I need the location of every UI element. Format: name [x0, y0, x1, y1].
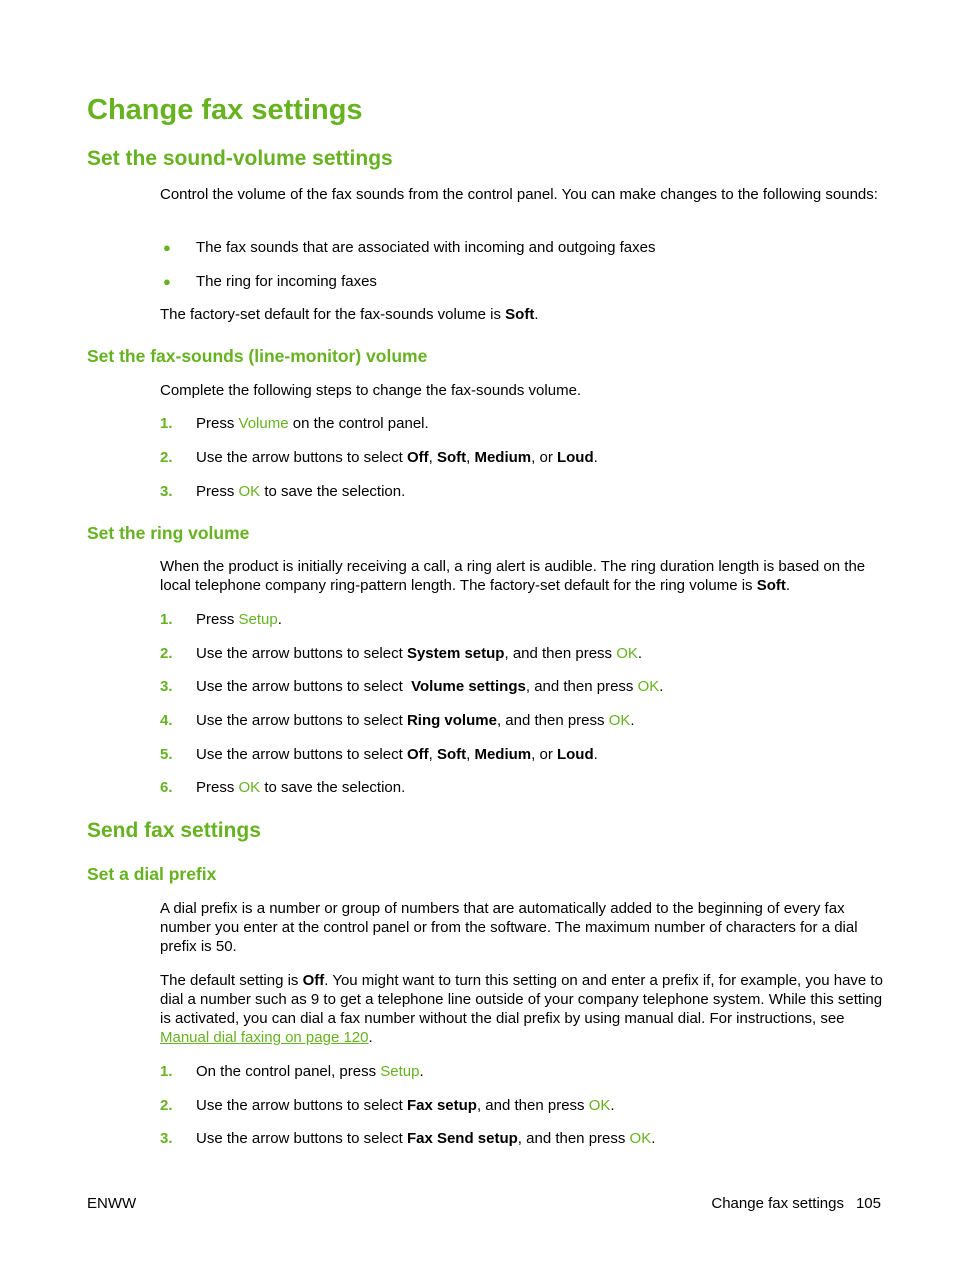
step-number: 5. — [160, 746, 173, 763]
step-text — [196, 1129, 655, 1148]
footer-title: Change fax settings — [711, 1195, 844, 1212]
step-text-part: to save the selection. — [260, 483, 406, 500]
bullet-icon: ● — [163, 240, 171, 255]
subheading-dial-prefix: Set a dial prefix — [87, 864, 217, 884]
menu-option: System setup — [406, 645, 505, 662]
subheading-ring-volume: Set the ring volume — [87, 523, 250, 543]
dial-prefix-para1: A dial prefix is a number or group of numbers that are automatically added to the beginning of every fax number you enter at the control panel or from the software. The maximum number of characters for a dial prefix is 50. — [160, 900, 858, 955]
step-text-part: Use the arrow buttons to select — [196, 1097, 407, 1114]
control-key-ok: OK — [616, 645, 638, 662]
intro-end: . — [785, 577, 791, 594]
menu-option: Fax Send setup — [406, 1130, 518, 1147]
control-key-ok: OK — [629, 1130, 652, 1147]
step-text-part: Use the arrow buttons to select — [196, 1130, 407, 1147]
step-text — [196, 644, 642, 663]
option-loud: Loud — [556, 746, 594, 763]
step-text-part: , and then press — [504, 645, 617, 662]
fax-sounds-intro: Complete the following steps to change the fax-sounds volume. — [160, 382, 582, 399]
step-text — [196, 448, 598, 467]
para-text: The default setting is — [160, 972, 303, 989]
step-end: . — [659, 678, 664, 695]
step-number: 2. — [160, 449, 173, 466]
step-text-part: Use the arrow buttons to select — [196, 449, 407, 466]
step-text-part: on the control panel. — [288, 415, 429, 432]
step-end: . — [593, 746, 598, 763]
note-text: The factory-set default for the fax-sounds volume is — [160, 306, 506, 323]
ring-volume-intro — [160, 557, 884, 595]
step-number: 1. — [160, 611, 173, 628]
bullet-icon: ● — [163, 274, 171, 289]
step-text-part: Use the arrow buttons to select — [196, 746, 407, 763]
option-off: Off — [406, 449, 429, 466]
step-end: . — [419, 1063, 424, 1080]
step-number: 3. — [160, 678, 173, 695]
subheading-fax-sounds-volume: Set the fax-sounds (line-monitor) volume — [87, 346, 428, 366]
step-end: . — [651, 1130, 656, 1147]
list-item-text: The fax sounds that are associated with incoming and outgoing faxes — [196, 239, 656, 256]
separator: , — [466, 746, 475, 763]
step-text-part: , and then press — [525, 678, 638, 695]
dial-prefix-para2 — [160, 971, 884, 1047]
step-text — [196, 610, 282, 629]
step-text — [196, 1062, 424, 1081]
step-text-part: Use the arrow buttons to select — [196, 712, 407, 729]
option-off: Off — [406, 746, 429, 763]
step-text — [196, 677, 663, 696]
separator: , — [428, 746, 437, 763]
step-text — [196, 745, 598, 764]
step-text-part: Press — [196, 483, 239, 500]
step-text-part: , and then press — [496, 712, 609, 729]
step-number: 4. — [160, 712, 173, 729]
control-key-ok: OK — [637, 678, 660, 695]
step-text-part: , and then press — [476, 1097, 589, 1114]
option-medium: Medium — [474, 449, 532, 466]
step-number: 1. — [160, 415, 173, 432]
section-heading-sound-volume: Set the sound-volume settings — [87, 147, 393, 170]
default-value: Soft — [756, 577, 786, 594]
control-key-ok: OK — [608, 712, 631, 729]
step-text-part: Press — [196, 779, 239, 796]
control-key-ok: OK — [238, 779, 261, 796]
para-text: . You might want to turn this setting on and enter a prefix if, for example, you have to dial a number such as 9 to get a telephone line outside of your company telephone system. While this setting is activated, you can dial a fax number without the dial prefix by using manual dial. For instructions, see — [160, 972, 883, 1027]
step-end: . — [593, 449, 598, 466]
page-title: Change fax settings — [87, 94, 363, 126]
step-text-part: , and then press — [517, 1130, 630, 1147]
intro-text: When the product is initially receiving a call, a ring alert is audible. The ring duration length is based on the local telephone company ring-pattern length. The factory-set default for the ring volume is — [160, 558, 866, 594]
note-end: . — [534, 306, 539, 323]
step-end: . — [610, 1097, 615, 1114]
section-heading-send-fax: Send fax settings — [87, 819, 261, 842]
option-loud: Loud — [556, 449, 594, 466]
step-end: . — [277, 611, 282, 628]
step-number: 1. — [160, 1063, 173, 1080]
option-soft: Soft — [436, 449, 467, 466]
step-end: . — [637, 645, 643, 662]
step-text-part: Press — [196, 611, 239, 628]
default-value: Soft — [505, 306, 535, 323]
separator: , — [466, 449, 475, 466]
step-number: 3. — [160, 483, 173, 500]
control-key-ok: OK — [238, 483, 261, 500]
page-number: 105 — [855, 1195, 881, 1212]
menu-option: Fax setup — [406, 1097, 477, 1114]
separator: , or — [531, 746, 557, 763]
step-end: . — [630, 712, 635, 729]
step-text-part: On the control panel, press — [196, 1063, 381, 1080]
fax-sounds-default-note — [160, 305, 884, 324]
control-key-ok: OK — [588, 1097, 611, 1114]
menu-option: Volume settings — [411, 678, 526, 695]
step-number: 2. — [160, 645, 173, 662]
list-item-text: The ring for incoming faxes — [196, 273, 377, 290]
step-text — [196, 711, 635, 730]
menu-option: Ring volume — [406, 712, 497, 729]
step-number: 2. — [160, 1097, 173, 1114]
step-text-part: Press — [196, 415, 239, 432]
control-key-setup: Setup — [380, 1063, 420, 1080]
separator: , — [428, 449, 437, 466]
control-key-volume: Volume — [238, 415, 289, 432]
step-text — [196, 1096, 615, 1115]
step-text — [196, 778, 405, 797]
step-number: 6. — [160, 779, 173, 796]
para-end: . — [368, 1029, 373, 1046]
step-text — [196, 482, 405, 501]
step-text-part: Use the arrow buttons to select — [196, 678, 412, 695]
footer-right — [711, 1194, 881, 1213]
footer-left: ENWW — [87, 1195, 137, 1212]
option-medium: Medium — [474, 746, 532, 763]
option-soft: Soft — [436, 746, 467, 763]
step-number: 3. — [160, 1130, 173, 1147]
step-text-part: to save the selection. — [260, 779, 406, 796]
separator: , or — [531, 449, 557, 466]
step-text-part: Use the arrow buttons to select — [196, 645, 407, 662]
step-text — [196, 414, 429, 433]
sound-volume-intro: Control the volume of the fax sounds from the control panel. You can make changes to the following sounds: — [160, 186, 878, 203]
manual-dial-link[interactable]: Manual dial faxing on page 120 — [160, 1029, 369, 1046]
default-value: Off — [302, 972, 325, 989]
control-key-setup: Setup — [238, 611, 278, 628]
